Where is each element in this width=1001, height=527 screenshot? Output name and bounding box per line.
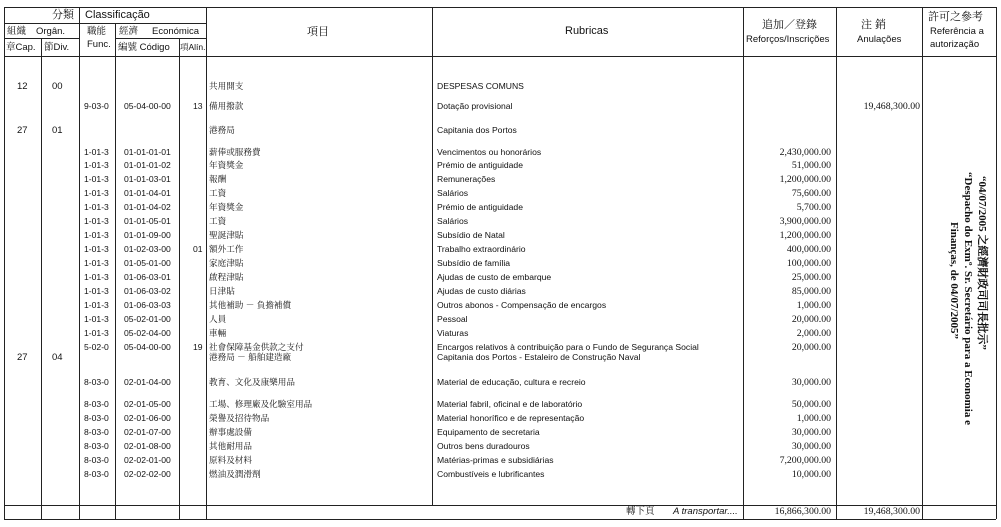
item-zh-cell: 港務局 － 船舶建造廠 — [209, 352, 292, 362]
authorization-line-1: “04/07/2005 之經濟財政司司長批示” — [976, 176, 988, 350]
grid-line — [41, 38, 42, 519]
reforco-cell: 1,000.00 — [796, 300, 831, 311]
reforco-cell: 20,000.00 — [791, 342, 831, 353]
code-cell: 01-01-04-01 — [124, 188, 171, 198]
reforco-cell: 1,200,000.00 — [779, 230, 831, 241]
rubrica-cell: Encargos relativos à contribuição para o Fundo de Segurança Social — [437, 342, 699, 352]
item-zh-cell: 其他補助 － 負擔補償 — [209, 300, 292, 310]
authorization-line-3: Finanças, de 04/07/2005” — [948, 222, 960, 340]
code-cell: 02-02-01-00 — [124, 455, 171, 465]
item-zh-cell: 辦事處設備 — [209, 427, 252, 437]
item-zh-cell: 其他耐用品 — [209, 441, 252, 451]
func-cell: 8-03-0 — [84, 377, 109, 387]
code-cell: 01-01-01-01 — [124, 147, 171, 157]
rubrica-cell: Subsídio de Natal — [437, 230, 505, 240]
item-zh-cell: 啟程津貼 — [209, 272, 244, 282]
item-zh-cell: 港務局 — [209, 125, 235, 135]
reforco-cell: 30,000.00 — [791, 377, 831, 388]
func-cell: 8-03-0 — [84, 427, 109, 437]
classification-pt: Classificação — [85, 9, 150, 21]
div-cell: 00 — [52, 81, 63, 92]
code-cell: 01-02-03-00 — [124, 244, 171, 254]
code-cell: 05-04-00-00 — [124, 342, 171, 352]
func-cell: 1-01-3 — [84, 160, 109, 170]
reforco-cell: 10,000.00 — [791, 469, 831, 480]
org-zh: 組織 — [7, 26, 27, 37]
org-pt: Orgân. — [36, 26, 66, 37]
grid-line — [79, 7, 80, 519]
grid-line — [432, 7, 433, 505]
ref-zh: 許可之參考 — [928, 11, 983, 23]
reforco-cell: 5,700.00 — [796, 202, 831, 213]
rubrica-cell: Dotação provisional — [437, 101, 513, 111]
anulacao-cell: 19,468,300.00 — [863, 101, 920, 112]
econ-pt: Económica — [152, 26, 199, 37]
classification-zh: 分類 — [52, 9, 74, 21]
grid-line — [836, 7, 837, 519]
item-zh-cell: 日津貼 — [209, 286, 235, 296]
item-zh-cell: 榮譽及招待物品 — [209, 413, 270, 423]
item-zh-cell: 年資獎金 — [209, 202, 244, 212]
func-cell: 1-01-3 — [84, 258, 109, 268]
div-header: 節Div. — [44, 42, 70, 53]
item-zh-cell: 工資 — [209, 188, 227, 198]
cap-cell: 27 — [17, 352, 28, 363]
grid-line — [206, 7, 207, 519]
rubrica-cell: Ajudas de custo de embarque — [437, 272, 552, 282]
code-cell: 01-06-03-01 — [124, 272, 171, 282]
func-cell: 8-03-0 — [84, 455, 109, 465]
func-cell: 9-03-0 — [84, 101, 109, 111]
func-cell: 1-01-3 — [84, 244, 109, 254]
grid-line — [115, 23, 116, 519]
rubrica-cell: Material honorífico e de representação — [437, 413, 585, 423]
item-zh-cell: 薪俸或服務費 — [209, 147, 261, 157]
rubrica-cell: Combustíveis e lubrificantes — [437, 469, 545, 479]
grid-line — [4, 505, 996, 506]
func-cell: 8-03-0 — [84, 399, 109, 409]
rubrica-cell: Subsídio de família — [437, 258, 511, 268]
rubrica-cell: Salários — [437, 188, 469, 198]
cap-cell: 27 — [17, 125, 28, 136]
rubrica-cell: Outros bens duradouros — [437, 441, 530, 451]
item-zh-cell: 額外工作 — [209, 244, 244, 254]
anulacoes-zh: 注 銷 — [861, 19, 887, 31]
code-cell: 02-01-06-00 — [124, 413, 171, 423]
func-cell: 1-01-3 — [84, 328, 109, 338]
rubrica-cell: Material fabril, oficinal e de laboratório — [437, 399, 583, 409]
func-cell: 1-01-3 — [84, 300, 109, 310]
func-cell: 1-01-3 — [84, 147, 109, 157]
code-cell: 05-02-04-00 — [124, 328, 171, 338]
reforco-cell: 2,430,000.00 — [779, 147, 831, 158]
rubrica-cell: Prémio de antiguidade — [437, 202, 523, 212]
code-cell: 01-01-09-00 — [124, 230, 171, 240]
reforco-total: 16,866,300.00 — [774, 506, 831, 517]
reforco-cell: 400,000.00 — [786, 244, 831, 255]
rubrica-cell: Outros abonos - Compensação de encargos — [437, 300, 607, 310]
transport-label-zh: 轉下頁 — [626, 506, 655, 517]
cap-cell: 12 — [17, 81, 28, 92]
reforco-cell: 85,000.00 — [791, 286, 831, 297]
code-cell: 01-06-03-03 — [124, 300, 171, 310]
func-cell: 1-01-3 — [84, 174, 109, 184]
rubrica-cell: DESPESAS COMUNS — [437, 81, 524, 91]
grid-line — [4, 38, 79, 39]
reforco-cell: 75,600.00 — [791, 188, 831, 199]
code-cell: 02-01-07-00 — [124, 427, 171, 437]
rubrica-cell: Capitania dos Portos - Estaleiro de Construção Naval — [437, 352, 641, 362]
grid-line — [743, 7, 744, 519]
rubrica-cell: Capitania dos Portos — [437, 125, 517, 135]
alin-cell: 01 — [193, 244, 203, 254]
func-cell: 1-01-3 — [84, 202, 109, 212]
code-cell: 01-01-01-02 — [124, 160, 171, 170]
func-cell: 8-03-0 — [84, 469, 109, 479]
item-zh-cell: 工資 — [209, 216, 227, 226]
div-cell: 04 — [52, 352, 63, 363]
func-cell: 5-02-0 — [84, 342, 109, 352]
anulacao-total: 19,468,300.00 — [863, 506, 920, 517]
alin-header: 項Alín. — [180, 42, 206, 52]
grid-line — [115, 38, 206, 39]
rubrica-cell: Pessoal — [437, 314, 468, 324]
ref-pt-1: Referência a — [930, 26, 984, 37]
rubrica-cell: Prémio de antiguidade — [437, 160, 523, 170]
reforco-cell: 3,900,000.00 — [779, 216, 831, 227]
func-cell: 1-01-3 — [84, 230, 109, 240]
func-cell: 8-03-0 — [84, 441, 109, 451]
rubrica-cell: Ajudas de custo diárias — [437, 286, 526, 296]
reforco-cell: 51,000.00 — [791, 160, 831, 171]
reforco-cell: 7,200,000.00 — [779, 455, 831, 466]
grid-line — [996, 7, 997, 519]
alin-cell: 19 — [193, 342, 203, 352]
codigo-header: 編號 Código — [118, 42, 170, 53]
func-cell: 1-01-3 — [84, 286, 109, 296]
item-zh-cell: 燃油及潤滑劑 — [209, 469, 261, 479]
item-zh-cell: 共用開支 — [209, 81, 244, 91]
code-cell: 02-01-04-00 — [124, 377, 171, 387]
grid-line — [4, 7, 5, 519]
reforco-cell: 25,000.00 — [791, 272, 831, 283]
code-cell: 01-06-03-02 — [124, 286, 171, 296]
func-zh: 職能 — [87, 26, 107, 37]
item-zh-cell: 教育、文化及康樂用品 — [209, 377, 295, 387]
func-cell: 1-01-3 — [84, 314, 109, 324]
ref-pt-2: autorização — [930, 39, 980, 50]
item-zh-cell: 社會保障基金供款之支付 — [209, 342, 304, 352]
rubrica-cell: Remunerações — [437, 174, 496, 184]
alin-cell: 13 — [193, 101, 203, 111]
rubrica-cell: Salários — [437, 216, 469, 226]
code-cell: 01-01-04-02 — [124, 202, 171, 212]
reforco-cell: 30,000.00 — [791, 427, 831, 438]
rubrica-cell: Trabalho extraordinário — [437, 244, 526, 254]
func-cell: 1-01-3 — [84, 188, 109, 198]
grid-line — [4, 56, 996, 57]
reforco-cell: 1,200,000.00 — [779, 174, 831, 185]
item-zh-cell: 人員 — [209, 314, 227, 324]
div-cell: 01 — [52, 125, 63, 136]
cap-header: 章Cap. — [6, 42, 36, 53]
reforco-cell: 100,000.00 — [786, 258, 831, 269]
rubricas-header: Rubricas — [565, 25, 609, 37]
authorization-line-2: “Despacho do Exmº. Sr. Secretário para a Economia e — [962, 172, 974, 425]
grid-line — [179, 38, 180, 519]
grid-line — [922, 7, 923, 519]
rubrica-cell: Material de educação, cultura e recreio — [437, 377, 586, 387]
item-zh-cell: 車輛 — [209, 328, 227, 338]
anulacoes-pt: Anulações — [857, 34, 902, 45]
code-cell: 02-01-05-00 — [124, 399, 171, 409]
reforcos-pt: Reforços/Inscrições — [746, 34, 830, 45]
reforco-cell: 20,000.00 — [791, 314, 831, 325]
rubrica-cell: Viaturas — [437, 328, 469, 338]
func-pt: Func. — [87, 39, 111, 50]
item-zh-cell: 原料及材料 — [209, 455, 252, 465]
code-cell: 01-05-01-00 — [124, 258, 171, 268]
reforco-cell: 2,000.00 — [796, 328, 831, 339]
reforco-cell: 50,000.00 — [791, 399, 831, 410]
reforco-cell: 1,000.00 — [796, 413, 831, 424]
grid-line — [4, 23, 206, 24]
rubrica-cell: Matérias-primas e subsidiárias — [437, 455, 554, 465]
reforco-cell: 30,000.00 — [791, 441, 831, 452]
item-zh-cell: 備用撥款 — [209, 101, 244, 111]
code-cell: 02-01-08-00 — [124, 441, 171, 451]
grid-line — [4, 7, 996, 8]
item-zh-cell: 年資獎金 — [209, 160, 244, 170]
reforcos-zh: 追加／登錄 — [762, 19, 817, 31]
func-cell: 8-03-0 — [84, 413, 109, 423]
rubrica-cell: Vencimentos ou honorários — [437, 147, 542, 157]
item-zh-cell: 家庭津貼 — [209, 258, 244, 268]
code-cell: 05-04-00-00 — [124, 101, 171, 111]
code-cell: 02-02-02-00 — [124, 469, 171, 479]
transport-label-pt: A transportar.... — [673, 506, 738, 517]
grid-line — [4, 519, 996, 520]
code-cell: 01-01-05-01 — [124, 216, 171, 226]
rubrica-cell: Equipamento de secretaria — [437, 427, 540, 437]
func-cell: 1-01-3 — [84, 272, 109, 282]
item-zh-cell: 報酬 — [209, 174, 227, 184]
item-zh-cell: 工場、修理廠及化驗室用品 — [209, 399, 313, 409]
econ-zh: 經濟 — [119, 26, 139, 37]
code-cell: 05-02-01-00 — [124, 314, 171, 324]
items-zh-header: 項目 — [307, 26, 329, 38]
item-zh-cell: 聖誕津貼 — [209, 230, 244, 240]
func-cell: 1-01-3 — [84, 216, 109, 226]
code-cell: 01-01-03-01 — [124, 174, 171, 184]
